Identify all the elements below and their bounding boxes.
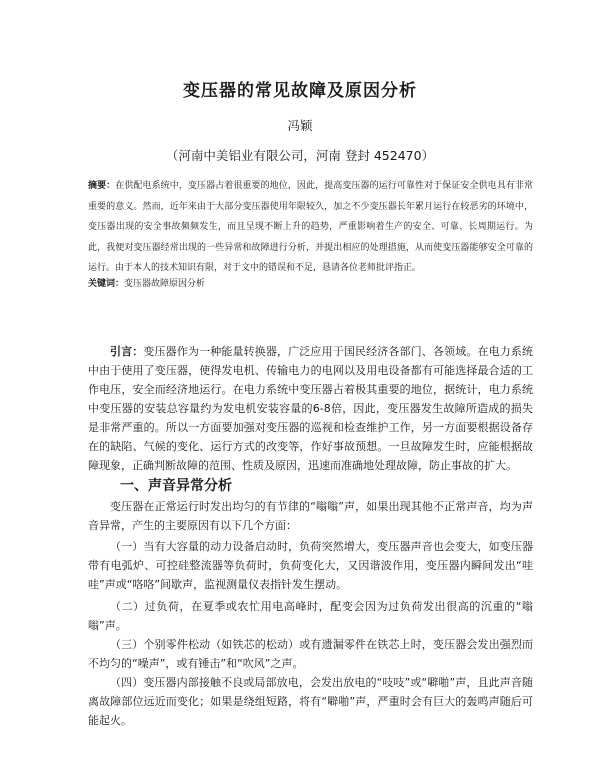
section-paragraph-2: （一）当有大容量的动力设备启动时，负荷突然增大，变压器声音也会变大，如变压器带有电弧炉、可控硅整流器等负荷时，负荷变化大，又因谐波作用，变压器内瞬间发出“哇哇”声或“咯咯”间歇声，监视测量仪表指针发生摆动。 (88, 540, 533, 591)
section-heading: 一、声音异常分析 (120, 478, 232, 494)
abstract-text: 在供配电系统中，变压器占着很重要的地位，因此，提高变压器的运行可靠性对于保证安全供电具有非常重要的意义。然而，近年来由于大部分变压器使用年限较久，加之不少变压器长年累月运行在较恶劣的环境中，变压器出现的安全事故频频发生，而且呈现不断上升的趋势，严重影响着生产的安全、可靠、长周期运行。为此，我便对变压器经常出现的一些异常和故障进行分析，并提出相应的处理措施，从而使变压器能够安全可靠的运行。由于本人的技术知识有限，对于文中的错误和不足，恳请各位老师批评指正。 (88, 181, 533, 273)
section-paragraph-3: （二）过负荷，在夏季或农忙用电高峰时，配变会因为过负荷发出很高的沉重的“嗡嗡”声。 (88, 600, 533, 632)
section-paragraph-1: 变压器在正常运行时发出均匀的有节律的“嗡嗡”声，如果出现其他不正常声音，均为声音异常，产生的主要原因有以下几个方面： (88, 500, 533, 532)
introduction-paragraph (88, 342, 533, 475)
keywords-text: 变压器故障原因分析 (124, 279, 206, 289)
abstract (88, 176, 533, 279)
paper-affiliation: （河南中美铝业有限公司，河南 登封 452470） (165, 148, 435, 163)
section-paragraph-5: （四）变压器内部接触不良或局部放电，会发出放电的“吱吱”或“噼啪”声，且此声音随离故障部位远近而变化；如果是绕组短路，将有“噼啪”声，严重时会有巨大的轰鸣声随后可能起火。 (88, 676, 533, 727)
intro-label: 引言： (110, 345, 144, 358)
keywords-label: 关键词： (88, 279, 125, 289)
intro-text: 变压器作为一种能量转换器，广泛应用于国民经济各部门、各领域。在电力系统中由于使用了变压器，使得发电机、传输电力的电网以及用电设备都有可能选择最合适的工作电压，安全而经济地运行。在电力系统中变压器占着极其重要的地位，据统计，电力系统中变压器的安装总容量约为发电机安装容量的6-8倍，因此，变压器发生故障所造成的损失是非常严重的。所以一方面要加强对变压器的巡视和检查维护工作，另一方面要根据设备存在的缺陷、气候的变化、运行方式的改变等，作好事故预想。一旦故障发生时，应能根据故障现象，正确判断故障的范围、性质及原因，迅速而准确地处理故障，防止事故的扩大。 (88, 345, 533, 472)
section-paragraph-4: （三）个别零件松动（如铁芯的松动）或有遗漏零件在铁芯上时，变压器会发出强烈而不均匀的“噪声”，或有锤击”和“吹风”之声。 (88, 638, 533, 670)
abstract-label: 摘要： (88, 181, 116, 191)
keywords (88, 276, 205, 289)
paper-title: 变压器的常见故障及原因分析 (183, 81, 417, 101)
paper-author: 冯颖 (287, 118, 313, 133)
